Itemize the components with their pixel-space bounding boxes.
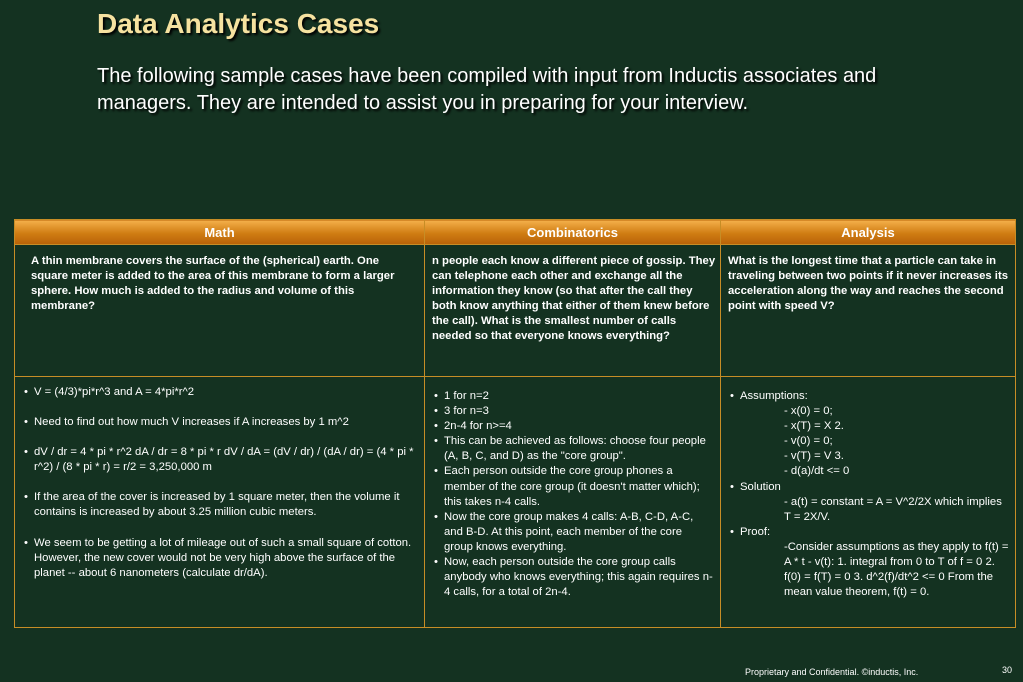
analysis-answer-list <box>728 389 1009 600</box>
assumption-line: - x(T) = X 2. <box>784 420 844 433</box>
solution-label: Solution <box>740 480 781 493</box>
list-item: • 1 for n=2 <box>432 389 714 404</box>
list-item: • 2n-4 for n>=4 <box>432 419 714 434</box>
proof-text: -Consider assumptions as they apply to f(t) = A * t - v(t): 1. integral from 0 to T of f = 0 2. f(0) = f(T) = 0 3. d^2(f)/dt^2 <= 0 From the mean value theorem, f(t) = 0. <box>784 540 1009 599</box>
list-item: • We seem to be getting a lot of mileage out of such a small square of cotton. However, the new cover would not be very high above the surface of the planet -- about 6 nanometers (calculate dr/dA). <box>22 536 418 581</box>
list-item: • This can be achieved as follows: choose four people (A, B, C, and D) as the "core group". <box>432 434 714 464</box>
assumptions-label: Assumptions: <box>740 390 808 402</box>
cases-table <box>14 219 1016 628</box>
footer-confidential: Proprietary and Confidential. ©inductis, Inc. <box>745 667 919 677</box>
math-question: A thin membrane covers the surface of the (spherical) earth. One square meter is added to the area of this membrane to form a larger sphere. How much is added to the radius and volume of this membrane? <box>15 245 425 377</box>
header-analysis: Analysis <box>721 220 1016 245</box>
combinatorics-answer <box>425 377 721 628</box>
page-number: 30 <box>1002 665 1013 675</box>
list-item: • Each person outside the core group phones a member of the core group (it doesn't matter which); this takes n-4 calls. <box>432 464 714 509</box>
math-answer-list <box>22 385 418 581</box>
header-math: Math <box>15 220 425 245</box>
assumption-line: - x(0) = 0; <box>784 405 833 418</box>
math-answer <box>15 377 425 628</box>
solution-text: - a(t) = constant = A = V^2/2X which implies T = 2X/V. <box>784 495 1002 523</box>
assumption-line: - v(T) = V 3. <box>784 450 844 463</box>
proof-label: Proof: <box>740 525 771 538</box>
proof-item <box>728 525 1009 600</box>
combinatorics-question: n people each know a different piece of gossip. They can telephone each other and exchange all the information they know (so that after the call they both know anything that either of them knew before the call). What is the smallest number of calls needed so that everyone knows everything? <box>425 245 721 377</box>
solution-item <box>728 480 1009 525</box>
slide-title: Data Analytics Cases <box>97 8 380 39</box>
assumption-line: - v(0) = 0; <box>784 435 833 448</box>
analysis-answer <box>721 377 1016 628</box>
list-item: • Now, each person outside the core group calls anybody who knows everything; this again requires n-4 calls, for a total of 2n-4. <box>432 555 714 600</box>
combinatorics-answer-list <box>432 389 714 600</box>
list-item: • Now the core group makes 4 calls: A-B, C-D, A-C, and B-D. At this point, each member of the core group knows everything. <box>432 510 714 555</box>
table-header-row <box>15 220 1016 245</box>
questions-row <box>15 245 1016 377</box>
list-item: • 3 for n=3 <box>432 404 714 419</box>
list-item: • dV / dr = 4 * pi * r^2 dA / dr = 8 * pi * r dV / dA = (dV / dr) / (dA / dr) = (4 * pi * r^2) / (8 * pi * r) = r/2 = 3,250,000 m <box>22 445 418 475</box>
list-item: • If the area of the cover is increased by 1 square meter, then the volume it contains is increased by about 3.25 million cubic meters. <box>22 490 418 520</box>
intro-paragraph: The following sample cases have been compiled with input from Inductis associates and managers. They are intended to assist you in preparing for your interview. <box>97 65 877 114</box>
header-combinatorics: Combinatorics <box>425 220 721 245</box>
answers-row <box>15 377 1016 628</box>
assumptions-item <box>728 389 1009 480</box>
analysis-question: What is the longest time that a particle can take in traveling between two points if it never increases its acceleration along the way and reaches the second point with speed V? <box>721 245 1016 377</box>
list-item: • V = (4/3)*pi*r^3 and A = 4*pi*r^2 <box>22 385 418 400</box>
list-item: • Need to find out how much V increases if A increases by 1 m^2 <box>22 415 418 430</box>
assumption-line: - d(a)/dt <= 0 <box>784 465 850 478</box>
